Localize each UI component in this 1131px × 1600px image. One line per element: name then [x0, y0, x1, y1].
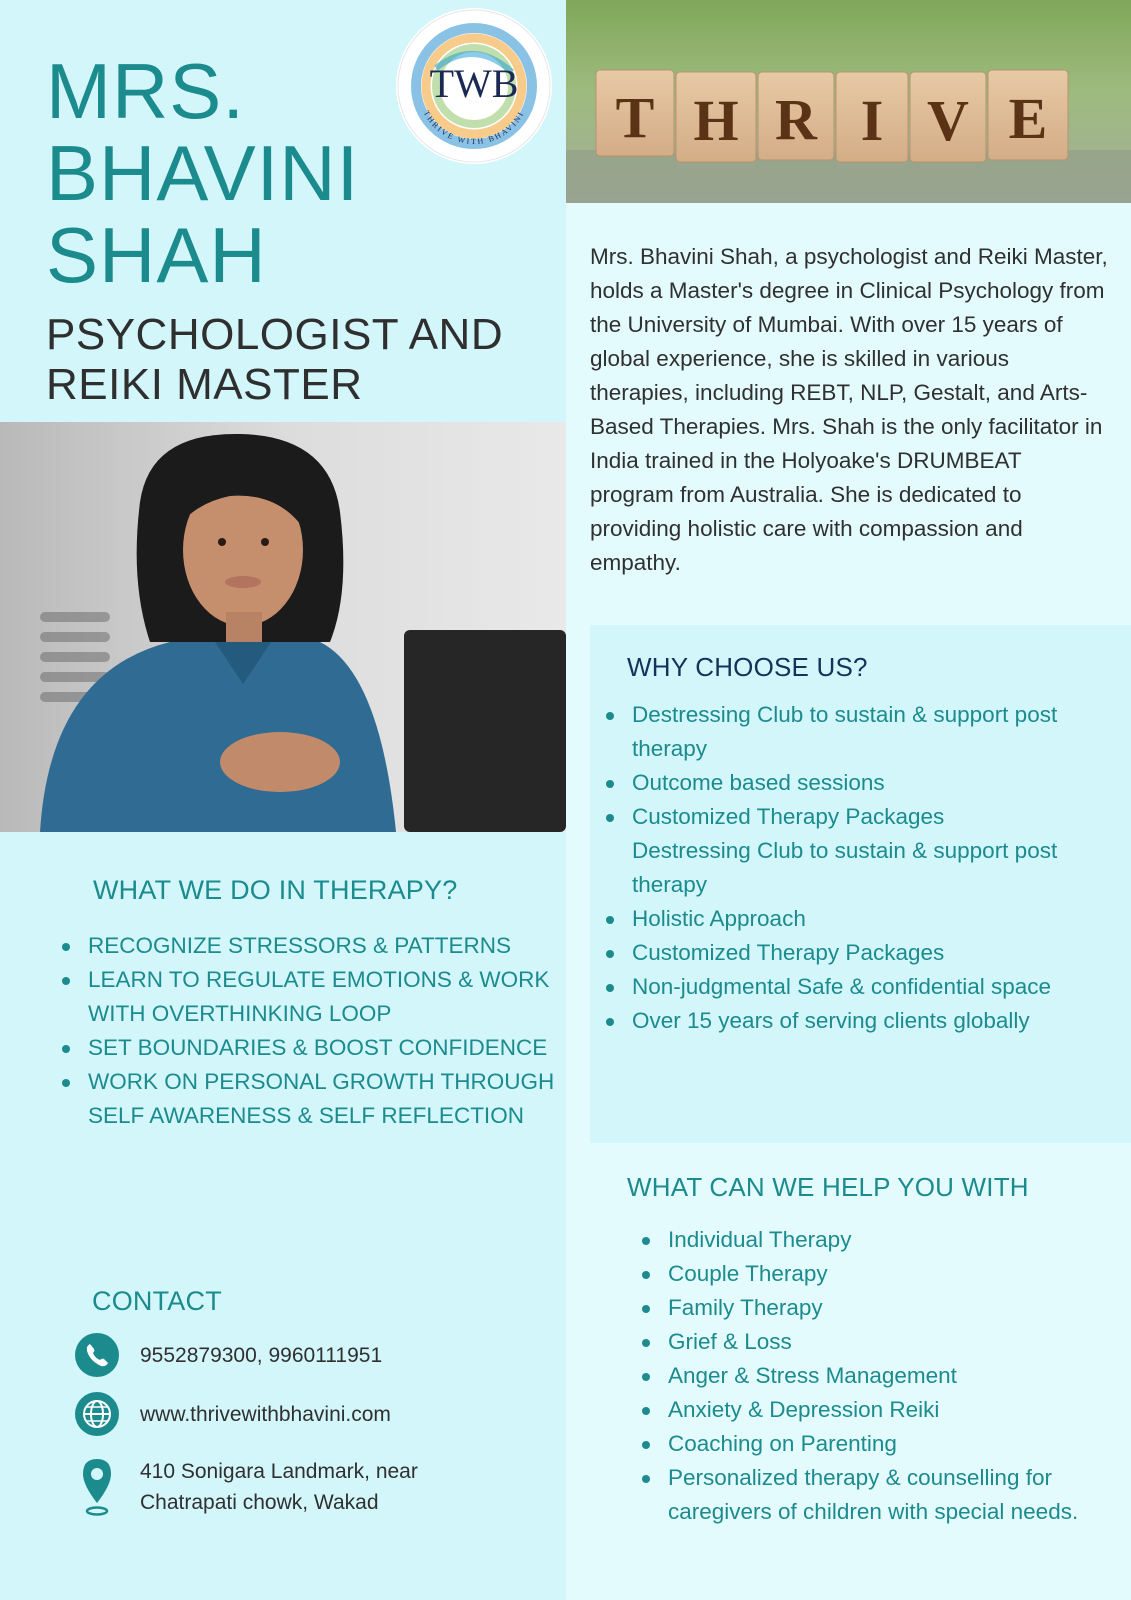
block-letter-4: I [860, 88, 884, 153]
logo-initials: TWB [429, 61, 519, 106]
thrive-blocks [596, 70, 1068, 162]
list-item: Customized Therapy Packages [602, 936, 1122, 970]
list-item: Family Therapy [638, 1291, 1108, 1325]
why-choose-title: WHY CHOOSE US? [627, 652, 868, 682]
block-letter-3: R [775, 87, 817, 152]
block-letter-2: H [693, 88, 739, 153]
name-line-1: MRS. [46, 47, 245, 135]
list-item: Anger & Stress Management [638, 1359, 1108, 1393]
contact-phone[interactable] [74, 1332, 382, 1378]
list-item: Destressing Club to sustain & support post therapy [602, 698, 1122, 766]
list-item: Non-judgmental Safe & confidential space [602, 970, 1122, 1004]
list-item: Coaching on Parenting [638, 1427, 1108, 1461]
list-item: SET BOUNDARIES & BOOST CONFIDENCE [58, 1031, 558, 1065]
list-item: Destressing Club to sustain & support post therapy [632, 838, 1058, 897]
role-line-2: REIKI MASTER [46, 360, 363, 409]
website-link[interactable]: www.thrivewithbhavini.com [140, 1402, 391, 1426]
contact-title: CONTACT [92, 1286, 222, 1316]
list-item: Holistic Approach [602, 902, 1122, 936]
therapy-list [58, 929, 558, 1133]
thrive-banner [566, 0, 1131, 203]
block-letter-6: E [1008, 86, 1048, 151]
bio-paragraph: Mrs. Bhavini Shah, a psychologist and Reiki Master, holds a Master's degree in Clinical Psychology from the University of Mumbai. With over 15 years of global experience, she is skilled in various therapies, including REBT, NLP, Gestalt, and Arts-Based Therapies. Mrs. Shah is the only facilitator in India trained in the Holyoake's DRUMBEAT program from Australia. She is dedicated to providing holistic care with compassion and empathy. [590, 244, 1108, 575]
logo-graphic [396, 8, 552, 164]
phone-icon [74, 1332, 120, 1378]
block-letter-5: V [927, 88, 969, 153]
help-list [638, 1223, 1108, 1529]
why-choose-list [602, 698, 1122, 1038]
brand-logo [396, 8, 552, 164]
address-text [140, 1456, 418, 1518]
therapy-title: WHAT WE DO IN THERAPY? [93, 875, 458, 905]
address-line-1: 410 Sonigara Landmark, near [140, 1460, 418, 1483]
list-item: LEARN TO REGULATE EMOTIONS & WORK WITH OVERTHINKING LOOP [58, 963, 558, 1031]
name-line-3: SHAH [46, 211, 267, 299]
subtitle [46, 310, 503, 410]
list-item: Over 15 years of serving clients globally [602, 1004, 1122, 1038]
logo-ring-text: THRIVE WITH BHAVINI [421, 109, 527, 147]
list-item: RECOGNIZE STRESSORS & PATTERNS [58, 929, 558, 963]
list-item: WORK ON PERSONAL GROWTH THROUGH SELF AWARENESS & SELF REFLECTION [58, 1065, 558, 1133]
block-letter-1: T [615, 85, 655, 150]
portrait-photo [0, 422, 566, 832]
location-pin-icon [74, 1456, 120, 1518]
globe-icon [74, 1391, 120, 1437]
address-line-2: Chatrapati chowk, Wakad [140, 1491, 379, 1514]
contact-address [74, 1456, 418, 1518]
name-line-2: BHAVINI [46, 129, 360, 217]
role-line-1: PSYCHOLOGIST AND [46, 310, 504, 359]
phone-text: 9552879300, 9960111951 [140, 1343, 383, 1367]
list-item: Individual Therapy [638, 1223, 1108, 1257]
list-item: Outcome based sessions [602, 766, 1122, 800]
contact-website[interactable] [74, 1391, 391, 1437]
list-item: Anxiety & Depression Reiki [638, 1393, 1108, 1427]
list-item: Personalized therapy & counselling for caregivers of children with special needs. [638, 1461, 1108, 1529]
list-item: Couple Therapy [638, 1257, 1108, 1291]
list-item: Grief & Loss [638, 1325, 1108, 1359]
page-title [46, 47, 360, 299]
list-item: Customized Therapy Packages [602, 800, 1122, 834]
help-title: WHAT CAN WE HELP YOU WITH [627, 1172, 1029, 1202]
